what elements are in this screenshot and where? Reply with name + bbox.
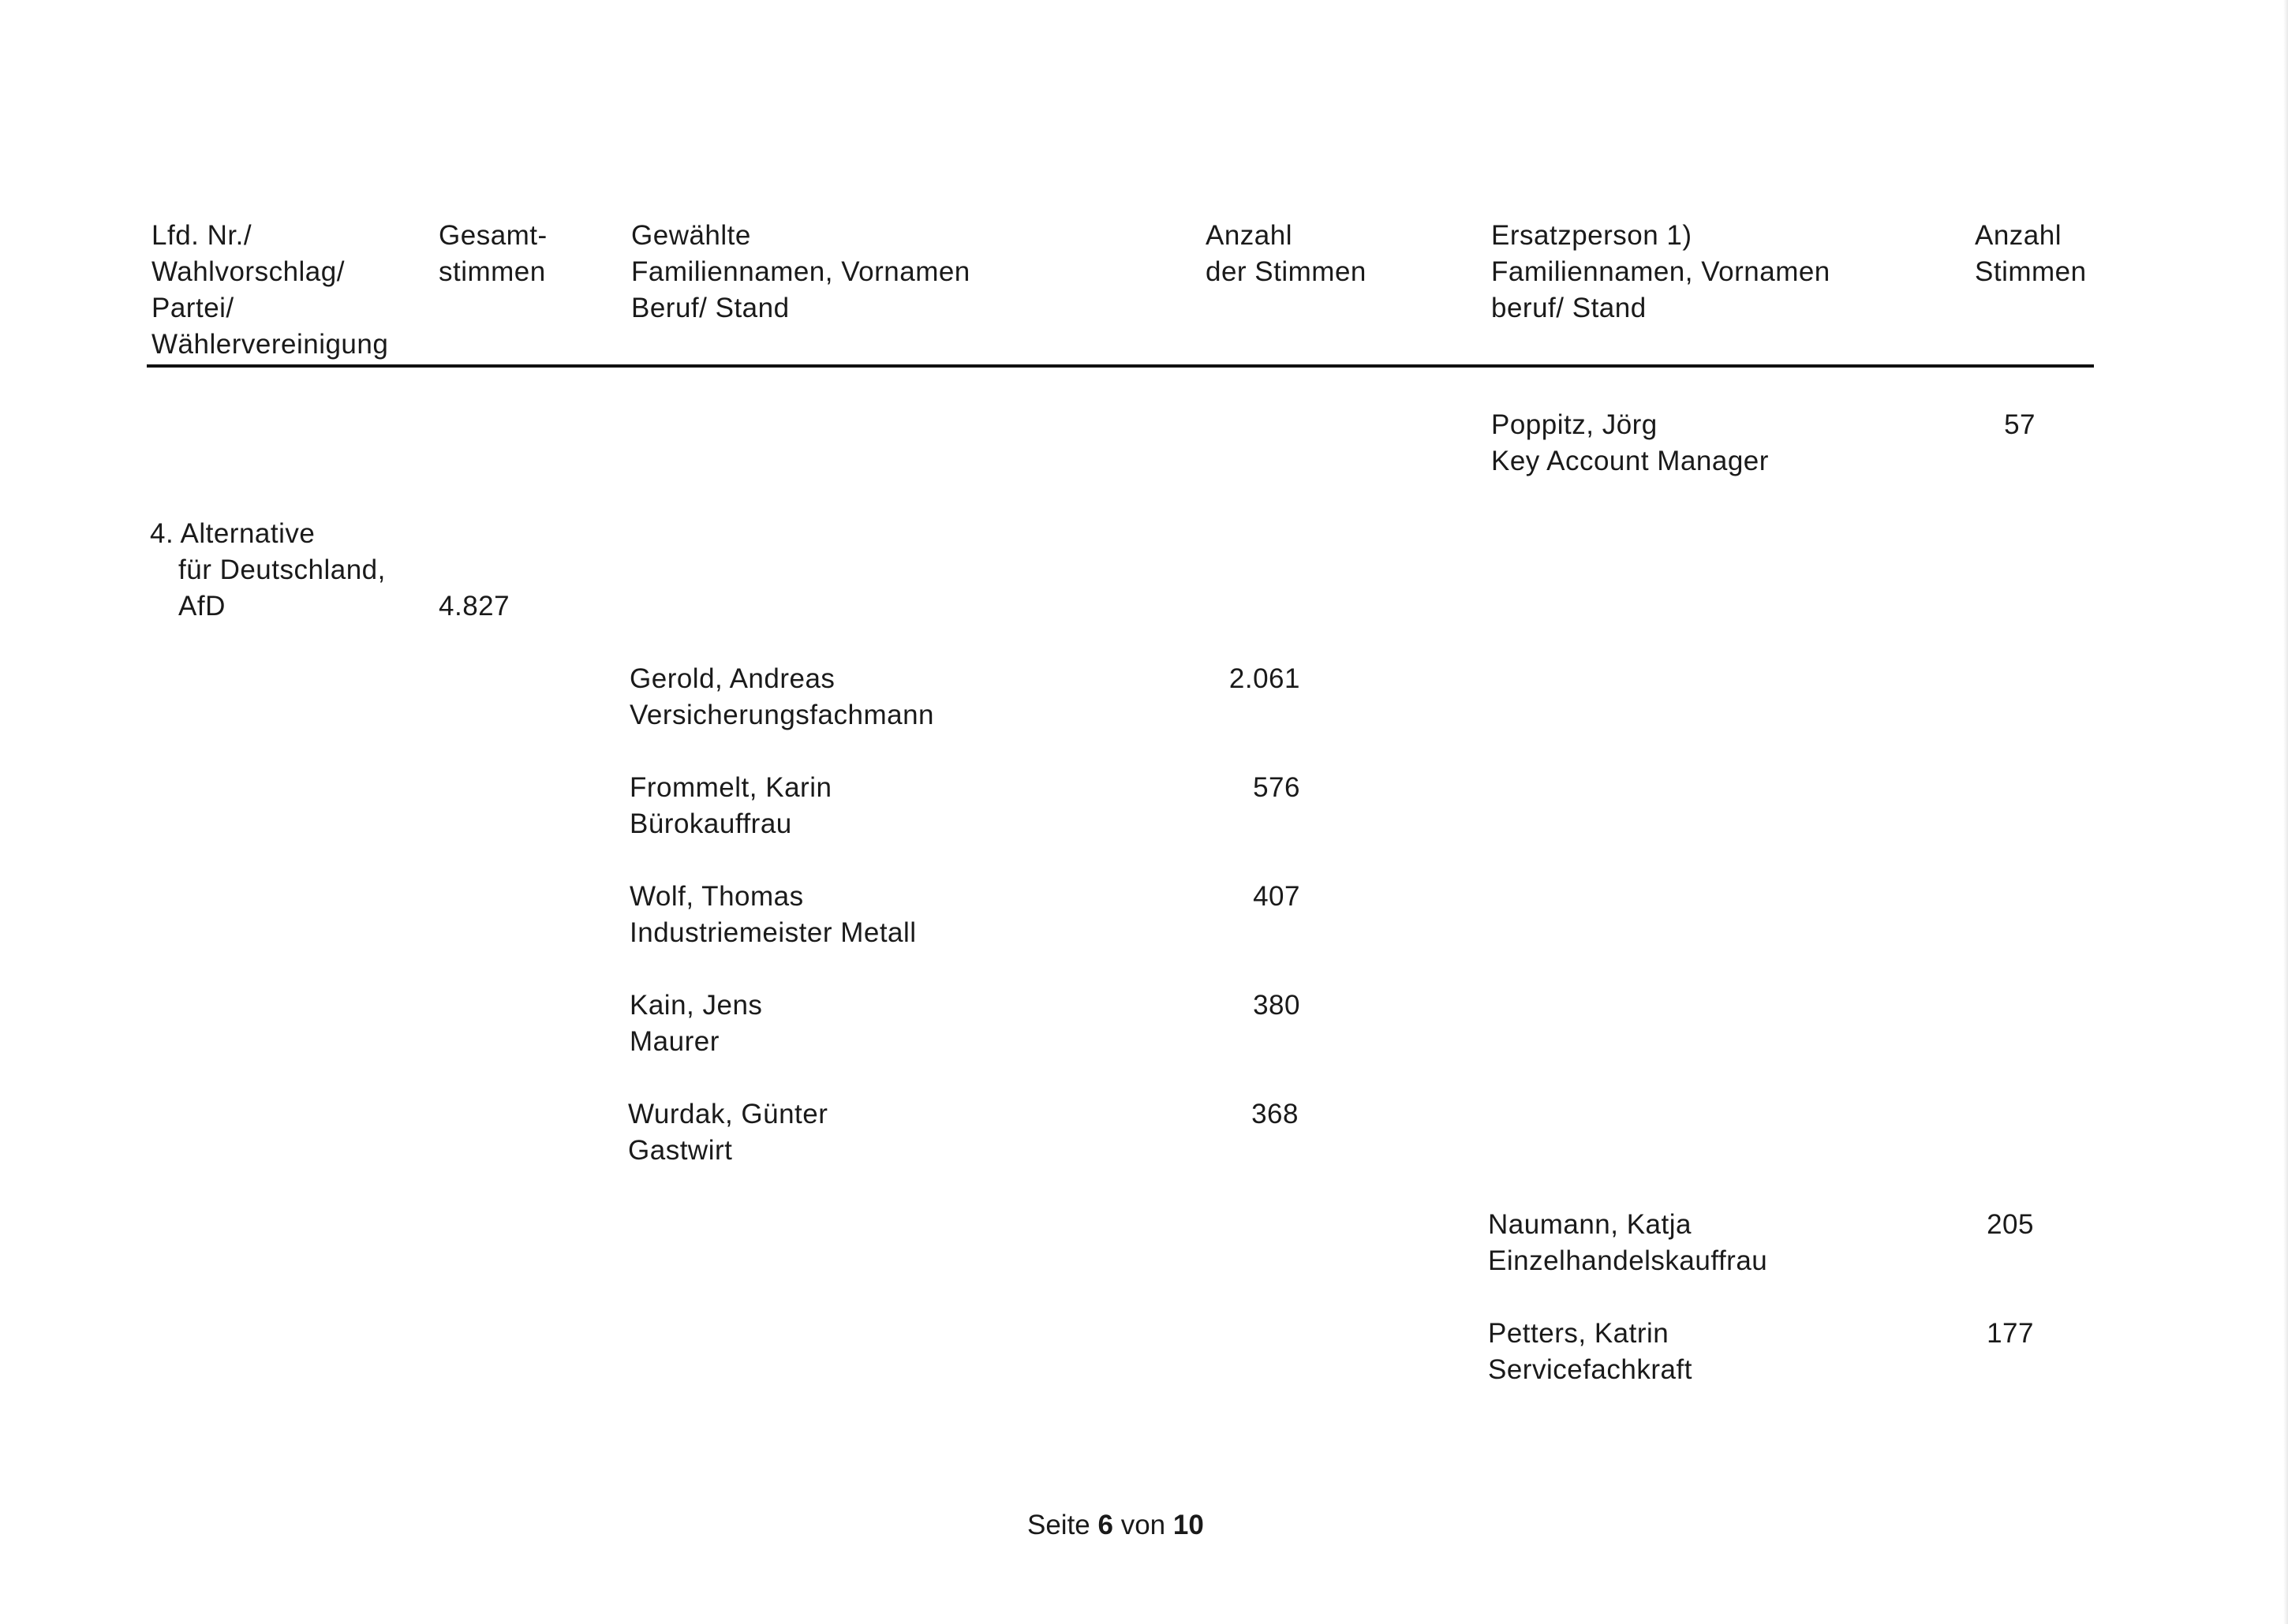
party-line: für Deutschland, xyxy=(178,554,386,585)
substitute-entry xyxy=(1491,407,1769,480)
elected-job: Bürokauffrau xyxy=(630,808,792,839)
footer-page-total: 10 xyxy=(1172,1510,1204,1540)
header-line: Beruf/ Stand xyxy=(631,293,790,323)
elected-job: Maurer xyxy=(630,1026,720,1057)
header-col-sub-votes xyxy=(1975,218,2087,290)
header-line: Familiennamen, Vornamen xyxy=(1491,256,1830,287)
header-line: Anzahl xyxy=(1975,220,2062,251)
footer-middle: von xyxy=(1112,1510,1173,1540)
substitute-votes: 177 xyxy=(1987,1318,2034,1349)
elected-job: Gastwirt xyxy=(628,1135,733,1166)
elected-entry xyxy=(630,770,832,842)
header-line: Wählervereinigung xyxy=(151,329,389,360)
elected-votes: 368 xyxy=(1251,1099,1299,1129)
substitute-entry xyxy=(1488,1316,1692,1388)
header-line: der Stimmen xyxy=(1206,256,1366,287)
elected-name: Wurdak, Günter xyxy=(628,1099,828,1129)
substitute-name: Naumann, Katja xyxy=(1488,1209,1692,1240)
header-col-substitute xyxy=(1491,218,1830,327)
header-line: Lfd. Nr./ xyxy=(151,220,252,251)
footer-prefix: Seite xyxy=(1027,1510,1098,1540)
elected-name: Kain, Jens xyxy=(630,990,763,1021)
header-col-nr xyxy=(151,218,388,363)
substitute-name: Petters, Katrin xyxy=(1488,1318,1669,1349)
elected-job: Versicherungsfachmann xyxy=(630,700,934,730)
header-line: Partei/ xyxy=(151,293,234,323)
substitute-entry xyxy=(1488,1207,1767,1279)
elected-name: Frommelt, Karin xyxy=(630,772,832,803)
elected-entry xyxy=(628,1096,828,1169)
substitute-votes: 205 xyxy=(1987,1209,2034,1240)
header-line: stimmen xyxy=(439,256,546,287)
party-line: AfD xyxy=(178,591,226,622)
page-footer xyxy=(1027,1507,1204,1544)
substitute-job: Key Account Manager xyxy=(1491,446,1769,476)
elected-votes: 2.061 xyxy=(1228,663,1300,694)
header-line: Gewählte xyxy=(631,220,751,251)
header-line: Gesamt- xyxy=(439,220,548,251)
header-line: Stimmen xyxy=(1975,256,2087,287)
party-total-votes: 4.827 xyxy=(439,591,510,622)
substitute-votes: 57 xyxy=(2004,409,2036,440)
elected-votes: 380 xyxy=(1253,990,1300,1021)
elected-entry xyxy=(630,987,762,1060)
header-line: Familiennamen, Vornamen xyxy=(631,256,970,287)
header-line: beruf/ Stand xyxy=(1491,293,1647,323)
header-line: Anzahl xyxy=(1206,220,1293,251)
footer-page-number: 6 xyxy=(1097,1510,1113,1540)
party-label xyxy=(150,516,386,625)
substitute-job: Servicefachkraft xyxy=(1488,1354,1692,1385)
elected-job: Industriemeister Metall xyxy=(630,917,917,948)
page-edge xyxy=(2283,0,2288,1624)
elected-votes: 576 xyxy=(1253,772,1300,803)
elected-votes: 407 xyxy=(1253,881,1300,912)
substitute-job: Einzelhandelskauffrau xyxy=(1488,1245,1768,1276)
header-rule xyxy=(147,364,2094,368)
elected-entry xyxy=(630,661,934,734)
substitute-name: Poppitz, Jörg xyxy=(1491,409,1658,440)
elected-name: Gerold, Andreas xyxy=(630,663,836,694)
header-line: Ersatzperson 1) xyxy=(1491,220,1692,251)
elected-name: Wolf, Thomas xyxy=(630,881,804,912)
elected-entry xyxy=(630,879,917,951)
header-col-votes xyxy=(1206,218,1366,290)
header-line: Wahlvorschlag/ xyxy=(151,256,345,287)
header-col-elected xyxy=(631,218,970,327)
party-line: 4. Alternative xyxy=(150,518,316,549)
header-col-total xyxy=(439,218,548,290)
